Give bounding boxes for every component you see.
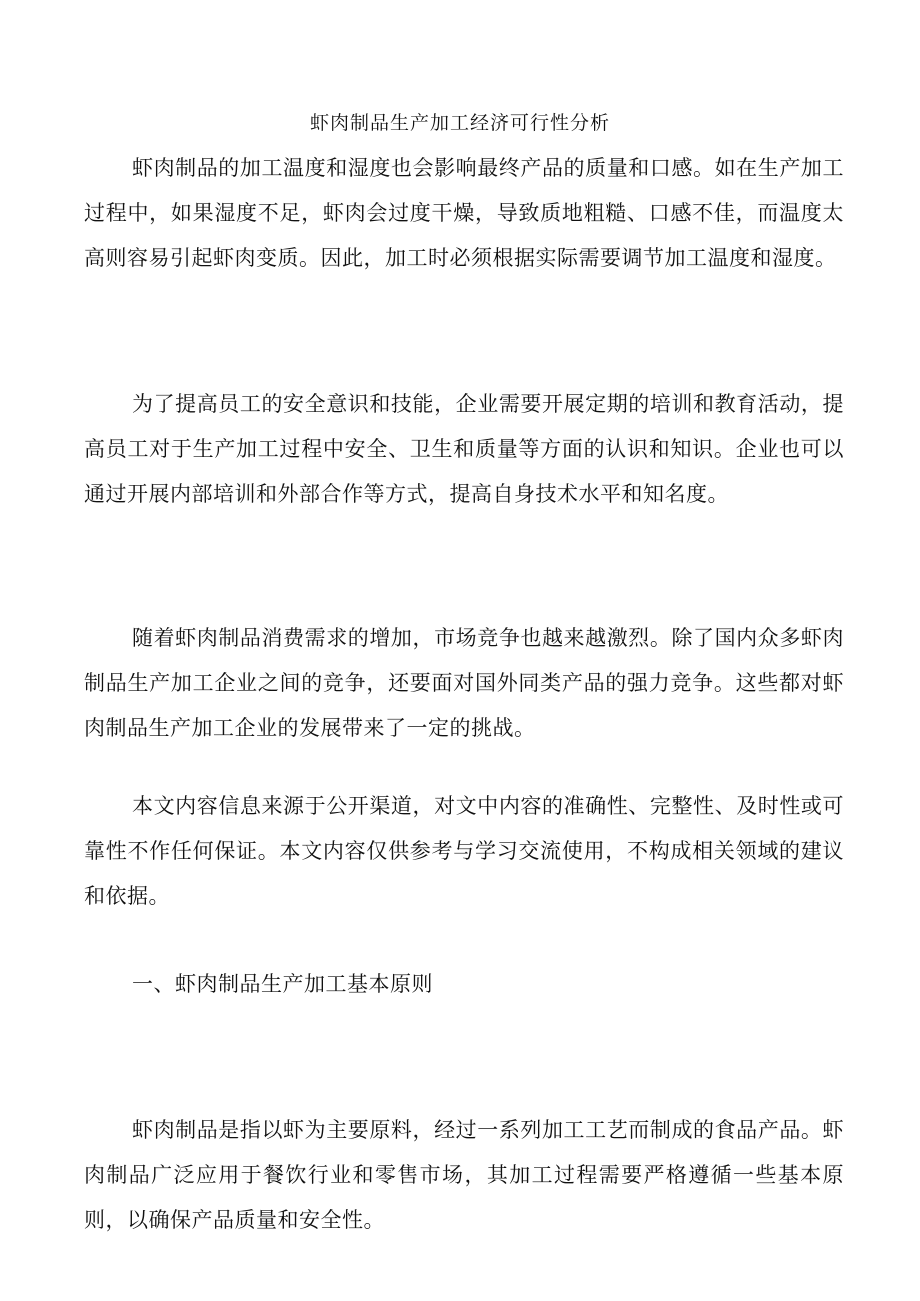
section-heading: 一、虾肉制品生产加工基本原则 — [132, 972, 433, 996]
document-title: 虾肉制品生产加工经济可行性分析 — [309, 112, 610, 134]
paragraph-staff-training: 为了提高员工的安全意识和技能，企业需要开展定期的培训和教育活动，提高员工对于生产加工过程中安全、卫生和质量等方面的认识和知识。企业也可以通过开展内部培训和外部合作等方式，提高自身技术水平和知名度。 — [84, 392, 844, 506]
paragraph-market-competition: 随着虾肉制品消费需求的增加，市场竞争也越来越激烈。除了国内众多虾肉制品生产加工企业之间的竞争，还要面对国外同类产品的强力竞争。这些都对虾肉制品生产加工企业的发展带来了一定的挑战。 — [84, 626, 844, 740]
paragraph-disclaimer: 本文内容信息来源于公开渠道，对文中内容的准确性、完整性、及时性或可靠性不作任何保证。本文内容仅供参考与学习交流使用，不构成相关领域的建议和依据。 — [84, 794, 844, 908]
paragraph-processing-conditions: 虾肉制品的加工温度和湿度也会影响最终产品的质量和口感。如在生产加工过程中，如果湿度不足，虾肉会过度干燥，导致质地粗糙、口感不佳，而温度太高则容易引起虾肉变质。因此，加工时必须根据实际需要调节加工温度和湿度。 — [84, 156, 844, 270]
paragraph-basic-principles: 虾肉制品是指以虾为主要原料，经过一系列加工工艺而制成的食品产品。虾肉制品广泛应用于餐饮行业和零售市场，其加工过程需要严格遵循一些基本原则，以确保产品质量和安全性。 — [84, 1118, 844, 1232]
